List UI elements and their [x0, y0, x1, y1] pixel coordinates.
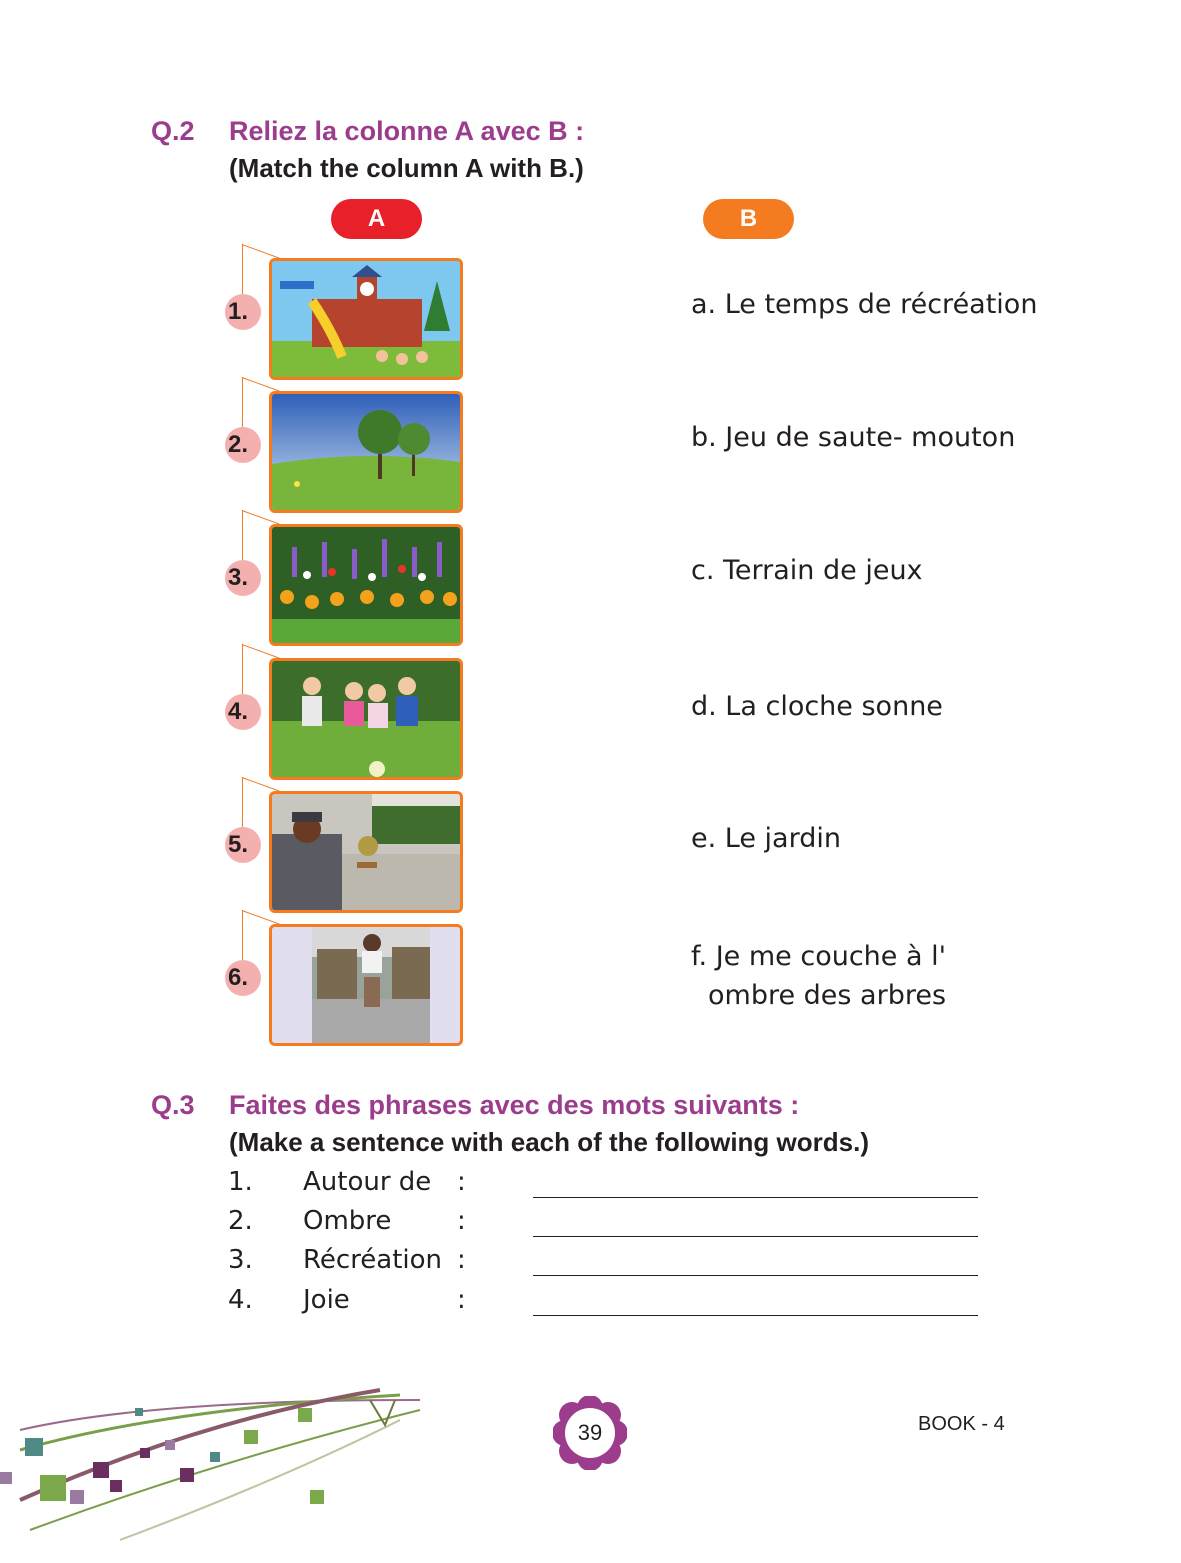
word-colon: : — [457, 1167, 466, 1197]
book-label: BOOK - 4 — [918, 1413, 1005, 1435]
item-number: 1. — [225, 294, 261, 330]
match-item-5 — [225, 791, 465, 921]
match-item-6 — [225, 924, 465, 1054]
leapfrog-image — [269, 924, 463, 1046]
word-label: Récréation — [303, 1245, 443, 1275]
school-playground-image — [269, 258, 463, 380]
word-label: Joie — [303, 1285, 350, 1315]
word-number: 1. — [228, 1167, 253, 1197]
option-c: c. Terrain de jeux — [691, 555, 923, 586]
flower-garden-image — [269, 524, 463, 646]
option-f: f. Je me couche à l' — [691, 941, 947, 972]
children-playing-image — [269, 658, 463, 780]
column-a-label: A — [331, 199, 422, 239]
item-number: 3. — [225, 560, 261, 596]
page-number — [553, 1396, 627, 1470]
q3-number: Q.3 — [151, 1090, 195, 1120]
q3-title: Faites des phrases avec des mots suivants : — [229, 1090, 800, 1120]
option-b: b. Jeu de saute- mouton — [691, 422, 1016, 453]
answer-line-1[interactable] — [533, 1197, 978, 1198]
item-number: 2. — [225, 427, 261, 463]
item-number: 5. — [225, 827, 261, 863]
word-colon: : — [457, 1285, 466, 1315]
trees-meadow-image — [269, 391, 463, 513]
q3-subtitle: (Make a sentence with each of the following words.) — [229, 1127, 869, 1157]
word-number: 4. — [228, 1285, 253, 1315]
q2-title: Reliez la colonne A avec B : — [229, 116, 585, 146]
answer-line-2[interactable] — [533, 1236, 978, 1237]
option-e: e. Le jardin — [691, 823, 841, 854]
decorative-swirl-icon — [0, 1380, 440, 1563]
page-number-text: 39 — [577, 1420, 603, 1445]
word-number: 2. — [228, 1206, 253, 1236]
option-a: a. Le temps de récréation — [691, 289, 1038, 320]
option-d: d. La cloche sonne — [691, 691, 943, 722]
item-number: 6. — [225, 960, 261, 996]
word-row-4 — [228, 1285, 988, 1319]
option-f-line2: ombre des arbres — [708, 980, 947, 1011]
bell-ringing-image — [269, 791, 463, 913]
q2-number: Q.2 — [151, 116, 195, 146]
match-item-2 — [225, 391, 465, 521]
word-row-3 — [228, 1245, 988, 1279]
word-number: 3. — [228, 1245, 253, 1275]
column-b-label: B — [703, 199, 794, 239]
word-row-2 — [228, 1206, 988, 1240]
match-item-1 — [225, 258, 465, 388]
word-row-1 — [228, 1167, 988, 1201]
word-label: Ombre — [303, 1206, 392, 1236]
q2-subtitle: (Match the column A with B.) — [229, 153, 584, 183]
word-colon: : — [457, 1245, 466, 1275]
word-label: Autour de — [303, 1167, 432, 1197]
match-item-3 — [225, 524, 465, 654]
answer-line-3[interactable] — [533, 1275, 978, 1276]
answer-line-4[interactable] — [533, 1315, 978, 1316]
match-item-4 — [225, 658, 465, 788]
word-colon: : — [457, 1206, 466, 1236]
item-number: 4. — [225, 694, 261, 730]
